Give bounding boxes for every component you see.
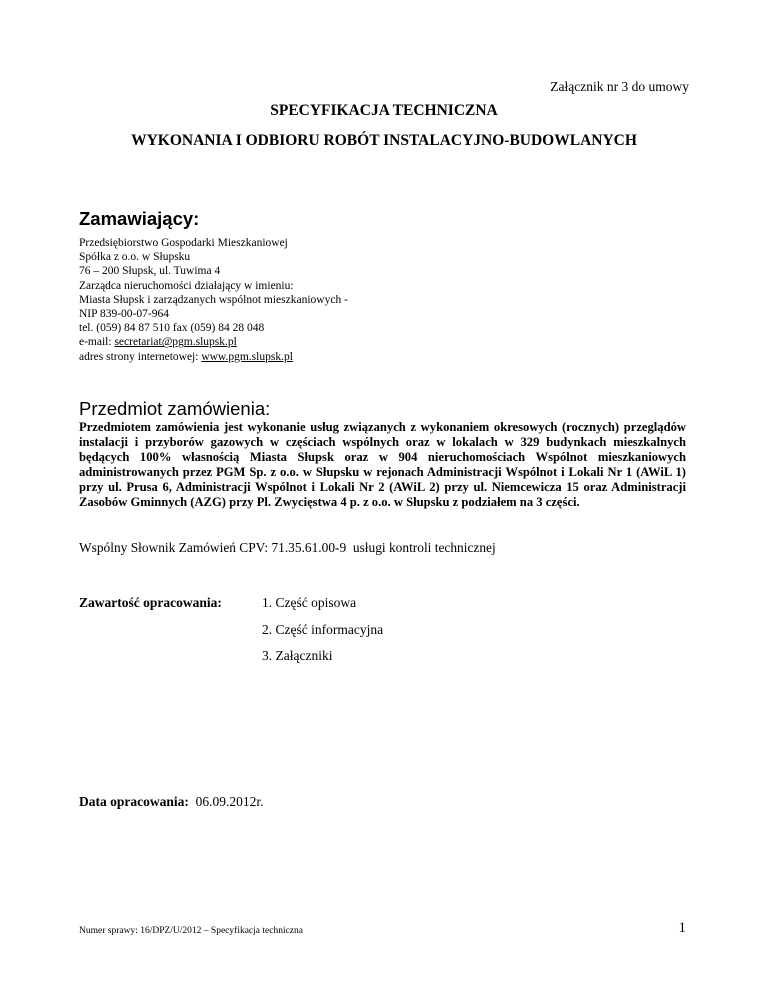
date-label: Data opracowania: [79,794,189,809]
document-title: SPECYFIKACJA TECHNICZNA [270,102,498,119]
website-link[interactable]: www.pgm.slupsk.pl [201,350,293,363]
cpv-line [79,540,496,556]
contents-label: Zawartość opracowania: [79,595,222,610]
date-value: 06.09.2012r. [195,794,264,809]
client-email-line [79,335,348,349]
client-details [79,236,348,364]
client-heading: Zamawiający: [79,208,200,229]
footer-case-number: Numer sprawy: 16/DPZ/U/2012 – Specyfikacja techniczna [79,926,303,936]
client-line: tel. (059) 84 87 510 fax (059) 84 28 048 [79,322,265,335]
contents-item: 1. Część opisowa [262,595,357,610]
contents-list [262,595,383,675]
cpv-description: usługi kontroli technicznej [346,540,496,555]
subject-description: Przedmiotem zamówienia jest wykonanie usług związanych z wykonaniem okresowych (rocznych) przeglądów instalacji i przyborów gazowych w częściach wspólnych oraz w lokalach w 329 budynkach mieszkalnych będących 100% własnością Miasta Słupsk oraz w 904 nieruchomościach Wspólnot mieszkaniowych administrowanych przez PGM Sp. z o.o. w Słupsku w rejonach Administracji Wspólnot i Lokali Nr 1 (AWiL 1) przy ul. Prusa 6, Administracji Wspólnot i Lokali Nr 2 (AWiL 2) przy ul. Niemcewicza 15 oraz Administracji Zasobów Gminnych (AZG) przy Pl. Zwycięstwa 4 p. z o.o. w Słupsku z podziałem na 3 części. [79,420,686,509]
email-link[interactable]: secretariat@pgm.slupsk.pl [114,336,237,349]
subject-heading: Przedmiot zamówienia: [79,398,271,419]
client-website-line [79,350,348,364]
cpv-code: 71.35.61.00-9 [271,540,347,555]
client-line: NIP 839-00-07-964 [79,308,169,321]
email-label: e-mail: [79,336,115,349]
client-line: Miasta Słupsk i zarządzanych wspólnot mieszkaniowych - [79,293,348,306]
client-line: 76 – 200 Słupsk, ul. Tuwima 4 [79,265,221,278]
contents-item: 2. Część informacyjna [262,621,384,637]
website-label: adres strony internetowej: [79,350,202,363]
contents-item: 3. Załączniki [262,648,333,663]
cpv-label: Wspólny Słownik Zamówień CPV: [79,540,272,555]
date-line [79,794,264,810]
client-line: Zarządca nieruchomości działający w imieniu: [79,279,294,292]
page-number: 1 [678,920,686,936]
document-subtitle: WYKONANIA I ODBIORU ROBÓT INSTALACYJNO-BUDOWLANYCH [131,132,637,149]
annex-label: Załącznik nr 3 do umowy [550,79,689,94]
client-line: Spółka z o.o. w Słupsku [79,251,191,264]
client-line: Przedsiębiorstwo Gospodarki Mieszkaniowej [79,237,288,249]
